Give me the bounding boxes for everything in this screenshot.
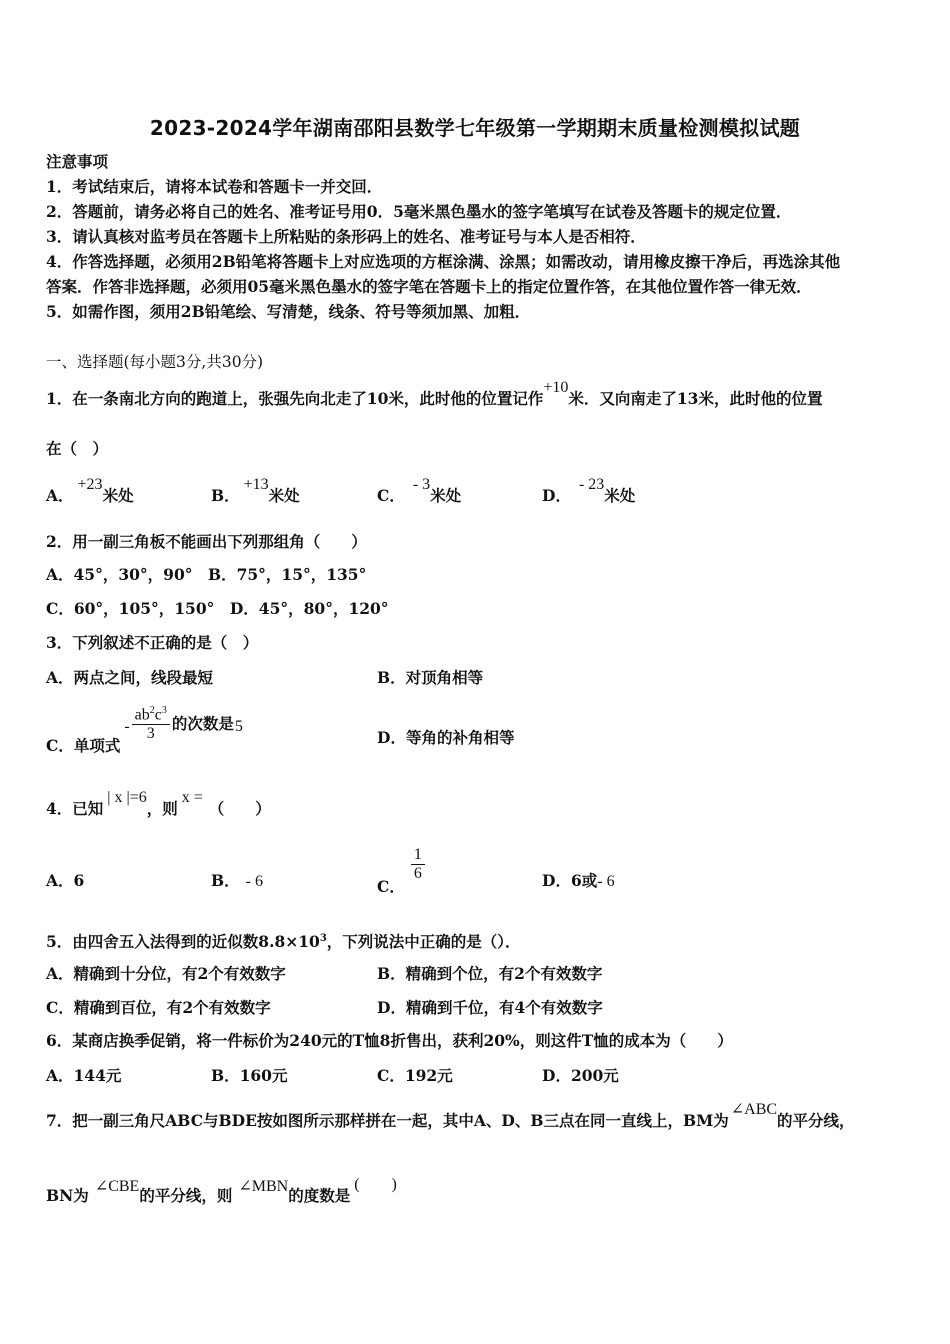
question-5: 5．由四舍五入法得到的近似数$8.8\times 10^3$，下列说法中正确的是（）． xyxy=(46,932,521,952)
q7-line2: BN为 ∠CBE的平分线，则 ∠MBN的度数是( ) xyxy=(46,1176,397,1205)
q5-option-d: D．精确到千位，有4个有效数字 xyxy=(377,998,603,1017)
notice-item-1: 1．考试结束后，请将本试卷和答题卡一并交回． xyxy=(46,177,383,196)
q6-option-b: B．160元 xyxy=(211,1066,288,1085)
q3-option-b: B．对顶角相等 xyxy=(377,668,484,687)
q3-fraction: $\frac{ab^2c^3}{3}$ xyxy=(132,702,170,743)
q2-options-row1: A．45°，30°，90° B．75°，15°，135° xyxy=(46,565,367,584)
q6-option-a: A．144元 xyxy=(46,1066,122,1085)
notice-item-4: 4．作答选择题，必须用2B铅笔将答题卡上对应选项的方框涂满、涂黑；如需改动，请用橡皮擦干净后，再选涂其他 xyxy=(46,252,841,271)
q4-option-d: D．6或- 6 xyxy=(542,871,615,890)
notice-item-4-cont: 答案．作答非选择题，必须用05毫米黑色墨水的签字笔在答题卡上的指定位置作答，在其他位置作答一律无效． xyxy=(46,277,812,296)
q3-option-c: C．单项式- $\frac{ab^2c^3}{3}$ 的次数是5 xyxy=(46,702,243,743)
notice-item-2: 2．答题前，请务必将自己的姓名、准考证号用0．5毫米黑色墨水的签字笔填写在试卷及答题卡的规定位置． xyxy=(46,202,792,221)
q3-option-a: A．两点之间，线段最短 xyxy=(46,668,214,687)
q5-option-b: B．精确到个位，有2个有效数字 xyxy=(377,964,603,983)
notice-item-5: 5．如需作图，须用2B铅笔绘、写清楚，线条、符号等须加黑、加粗． xyxy=(46,302,531,321)
notice-heading: 注意事项 xyxy=(46,152,109,171)
q3-option-d: D．等角的补角相等 xyxy=(377,728,515,747)
q6-option-c: C．192元 xyxy=(377,1066,453,1085)
q1-text-post: 米．又向南走了13米，此时他的位置 xyxy=(568,389,823,408)
question-7: 7．把一副三角尺ABC与BDE按如图所示那样拼在一起，其中A、D、B三点在同一直线上，BM为∠ABC的平分线， xyxy=(46,1101,855,1130)
question-6: 6．某商店换季促销，将一件标价为240元的T恤8折售出，获利20%，则这件T恤的成本为（ ） xyxy=(46,1031,733,1050)
q1-option-b: B．+13米处 xyxy=(211,476,300,505)
q1-option-d: D．- 23米处 xyxy=(542,476,636,505)
section-heading: 一、选择题(每小题3分,共30分) xyxy=(46,353,264,371)
q4-fraction: $\frac{1}{6}$ xyxy=(411,846,425,883)
q5-option-a: A．精确到十分位，有2个有效数字 xyxy=(46,964,286,983)
question-4: 4．已知| x |=6，则x =（ ） xyxy=(46,789,271,818)
question-1 xyxy=(46,379,823,411)
page-title: 2023-2024学年湖南邵阳县数学七年级第一学期期末质量检测模拟试题 xyxy=(149,116,801,140)
q4-option-c: C． $\frac{1}{6}$ xyxy=(377,846,425,883)
q2-options-row2: C．60°，105°，150° D．45°，80°，120° xyxy=(46,599,389,618)
q1-option-a: A．+23米处 xyxy=(46,476,134,505)
q5-option-c: C．精确到百位，有2个有效数字 xyxy=(46,998,271,1017)
question-3: 3．下列叙述不正确的是（ ） xyxy=(46,633,259,652)
q1-option-c: C．- 3米处 xyxy=(377,476,462,505)
notice-item-3: 3．请认真核对监考员在答题卡上所粘贴的条形码上的姓名、准考证号与本人是否相符． xyxy=(46,227,646,246)
q1-line2: 在（ ） xyxy=(46,439,109,458)
q6-option-d: D．200元 xyxy=(542,1066,619,1085)
q1-text: 1．在一条南北方向的跑道上，张强先向北走了10米，此时他的位置记作 xyxy=(46,389,544,408)
q1-math: +10 xyxy=(543,379,569,396)
q4-option-b: B． - 6 xyxy=(211,871,263,890)
question-2: 2．用一副三角板不能画出下列那组角（ ） xyxy=(46,532,367,551)
q4-option-a: A．6 xyxy=(46,871,85,890)
